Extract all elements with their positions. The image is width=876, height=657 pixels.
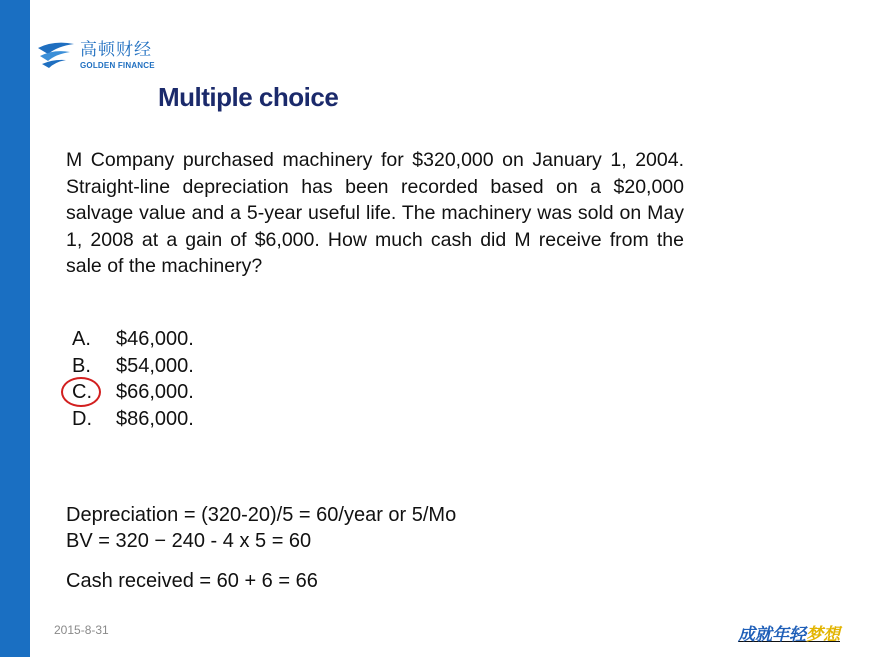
option-b — [72, 353, 194, 380]
solution-block — [66, 502, 456, 554]
option-value: $46,000. — [116, 328, 194, 350]
option-letter: A. — [72, 328, 91, 350]
option-value: $54,000. — [116, 354, 194, 377]
bird-logo-icon — [36, 38, 76, 74]
option-value: $86,000. — [116, 407, 194, 430]
footer-slogan — [738, 620, 840, 645]
question-text: M Company purchased machinery for $320,000 on January 1, 2004. Straight-line depreciation has been recorded based on a $20,000 salvage value and a 5-year useful life. The machinery was sold on May 1, 2008 at a gain of $6,000. How much cash did M receive from the sale of the machinery? — [66, 149, 684, 277]
left-accent-bar — [0, 0, 30, 657]
logo-english-text: GOLDEN FINANCE — [80, 61, 155, 70]
golden-finance-logo — [36, 38, 155, 74]
solution-book-value-line: BV = 320 − 240 - 4 x 5 = 60 — [66, 530, 312, 552]
solution-depreciation-line: Depreciation = (320-20)/5 = 60/year or 5/Mo — [66, 504, 457, 526]
option-c — [72, 379, 194, 406]
option-value: $66,000. — [116, 381, 194, 403]
answer-options — [72, 326, 194, 432]
option-letter: D. — [72, 407, 92, 430]
solution-cash-line: Cash received = 60 + 6 = 66 — [66, 570, 318, 592]
slogan-part-blue: 成就年轻 — [738, 625, 806, 645]
footer-date: 2015-8-31 — [54, 623, 109, 637]
slide-title: Multiple choice — [158, 82, 339, 112]
option-letter: B. — [72, 354, 91, 377]
slogan-part-yellow: 梦想 — [806, 625, 840, 645]
option-d — [72, 406, 194, 433]
option-letter: C. — [72, 381, 92, 403]
option-a — [72, 326, 194, 353]
correct-answer-circle — [61, 377, 101, 407]
logo-chinese-text: 高顿财经 — [80, 40, 152, 60]
